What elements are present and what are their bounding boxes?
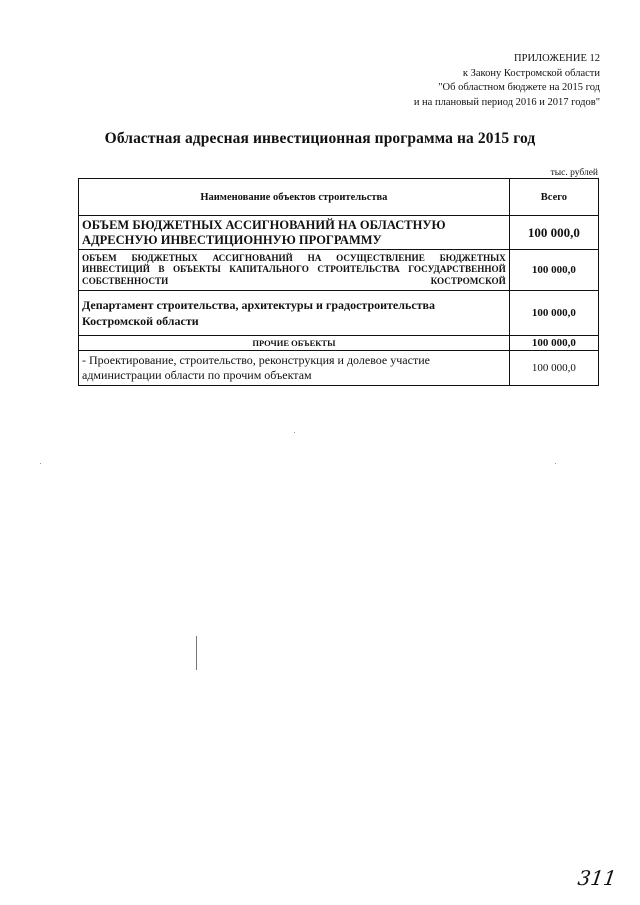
header-total: Всего (509, 179, 598, 216)
row-value: 100 000,0 (509, 336, 598, 351)
investment-program-table (78, 178, 599, 386)
page-number: 311 (576, 866, 618, 890)
scan-speck (40, 463, 41, 464)
row-name: ОБЪЕМ БЮДЖЕТНЫХ АССИГНОВАНИЙ НА ОБЛАСТНУЮ АДРЕСНУЮ ИНВЕСТИЦИОННУЮ ПРОГРАММУ (79, 216, 510, 250)
page-title: Областная адресная инвестиционная программа на 2015 год (104, 130, 536, 147)
appendix-block (414, 52, 600, 110)
row-name: ОБЪЕМ БЮДЖЕТНЫХ АССИГНОВАНИЙ НА ОСУЩЕСТВЛЕНИЕ БЮДЖЕТНЫХ ИНВЕСТИЦИЙ В ОБЪЕКТЫ КАПИТАЛЬНОГО СТРОИТЕЛЬСТВА ГОСУДАРСТВЕННОЙ СОБСТВЕННОСТИ КОСТРОМСКОЙ (79, 250, 510, 291)
row-name: - Проектирование, строительство, реконструкция и долевое участие администрации области по прочим объектам (79, 351, 510, 386)
row-value: 100 000,0 (509, 250, 598, 291)
table-row (79, 216, 599, 250)
row-value: 100 000,0 (509, 291, 598, 336)
appendix-title: ПРИЛОЖЕНИЕ 12 (514, 53, 600, 64)
units-label: тыс. рублей (550, 168, 598, 178)
appendix-law: к Закону Костромской области (462, 67, 600, 79)
row-name: Департамент строительства, архитектуры и градостроительства Костромской области (79, 291, 510, 336)
scan-speck (294, 432, 295, 433)
appendix-law-name: "Об областном бюджете на 2015 год (438, 82, 600, 93)
table-row (79, 291, 599, 336)
scan-speck (555, 463, 556, 464)
row-value: 100 000,0 (509, 216, 598, 250)
row-value: 100 000,0 (509, 351, 598, 386)
row-name: ПРОЧИЕ ОБЪЕКТЫ (79, 336, 510, 351)
appendix-period: и на плановый период 2016 и 2017 годов" (413, 96, 600, 108)
header-name: Наименование объектов строительства (79, 179, 510, 216)
table-row (79, 336, 599, 351)
table-row (79, 351, 599, 386)
table-header-row (79, 179, 599, 216)
table-row (79, 250, 599, 291)
scan-margin-mark (196, 636, 197, 670)
